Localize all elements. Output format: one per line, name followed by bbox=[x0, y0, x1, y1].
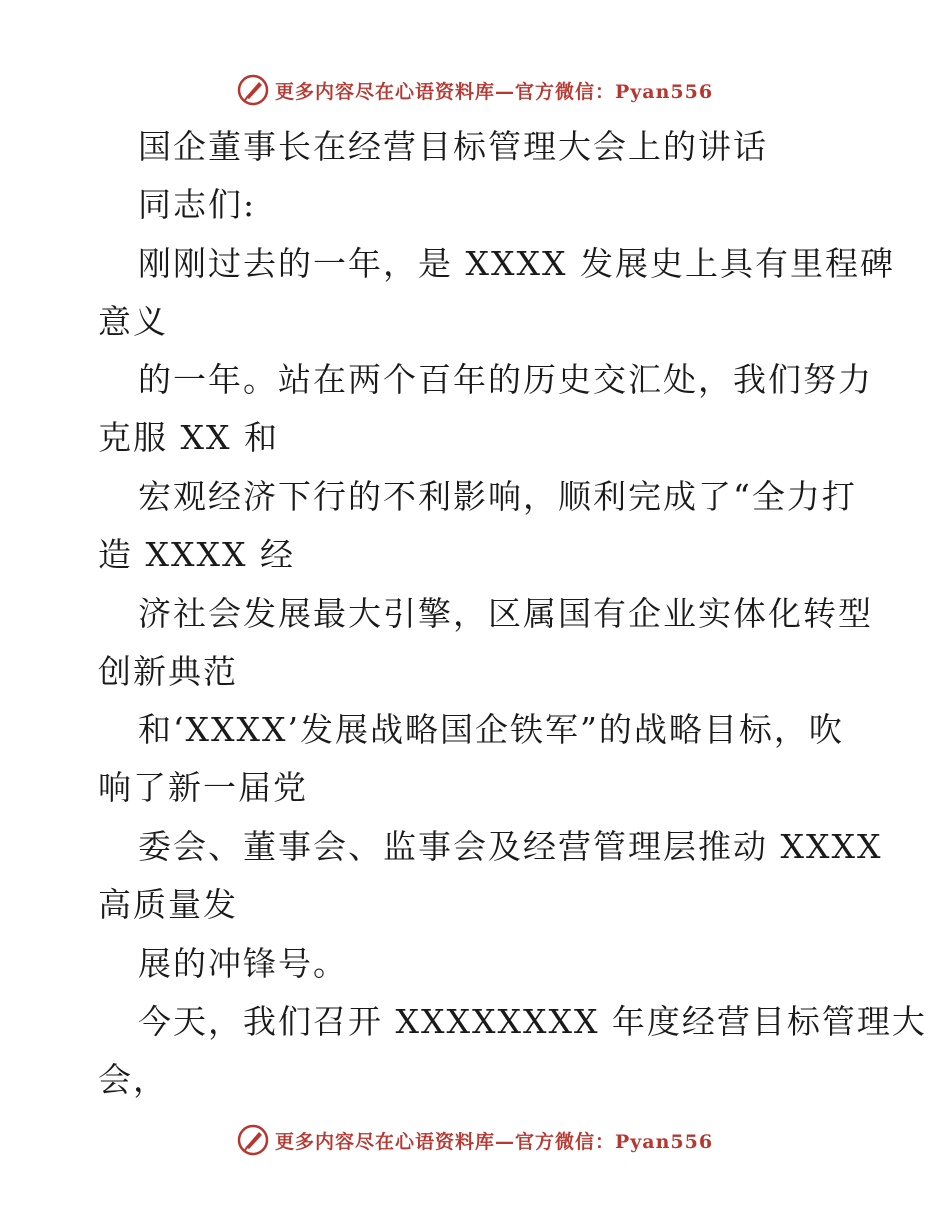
text-line: 会， bbox=[98, 1060, 168, 1099]
text-line: 造 XXXX 经 bbox=[98, 535, 295, 574]
text-line: 意义 bbox=[98, 302, 168, 341]
text-line: 展的冲锋号。 bbox=[138, 944, 348, 983]
document-title: 国企董事长在经营目标管理大会上的讲话 bbox=[138, 127, 768, 166]
text-line: 响了新一届党 bbox=[98, 768, 308, 807]
footer-banner bbox=[0, 1120, 950, 1160]
text-line: 的一年。站在两个百年的历史交汇处，我们努力 bbox=[138, 360, 873, 399]
text-line: 克服 XX 和 bbox=[98, 418, 279, 457]
header-banner-text: 更多内容尽在心语资料库—官方微信：Pyan556 bbox=[274, 80, 714, 103]
footer-banner-text: 更多内容尽在心语资料库—官方微信：Pyan556 bbox=[274, 1130, 714, 1153]
text-line: 宏观经济下行的不利影响，顺利完成了“全力打 bbox=[138, 477, 857, 516]
quill-pen-logo-icon bbox=[237, 1124, 269, 1156]
text-line: 和‘XXXX’发展战略国企铁军”的战略目标，吹 bbox=[138, 710, 844, 749]
salutation: 同志们: bbox=[138, 185, 257, 224]
text-line: 高质量发 bbox=[98, 885, 238, 924]
quill-pen-logo-icon bbox=[237, 74, 269, 106]
text-line: 创新典范 bbox=[98, 652, 238, 691]
text-line: 委会、董事会、监事会及经营管理层推动 XXXX bbox=[138, 827, 883, 866]
header-banner bbox=[0, 70, 950, 110]
header-banner-content bbox=[237, 74, 713, 106]
text-line: 刚刚过去的一年，是 XXXX 发展史上具有里程碑 bbox=[138, 244, 895, 283]
footer-banner-content bbox=[237, 1124, 713, 1156]
text-line: 济社会发展最大引擎，区属国有企业实体化转型 bbox=[138, 594, 873, 633]
text-line: 今天，我们召开 XXXXXXXX 年度经营目标管理大 bbox=[138, 1002, 927, 1041]
